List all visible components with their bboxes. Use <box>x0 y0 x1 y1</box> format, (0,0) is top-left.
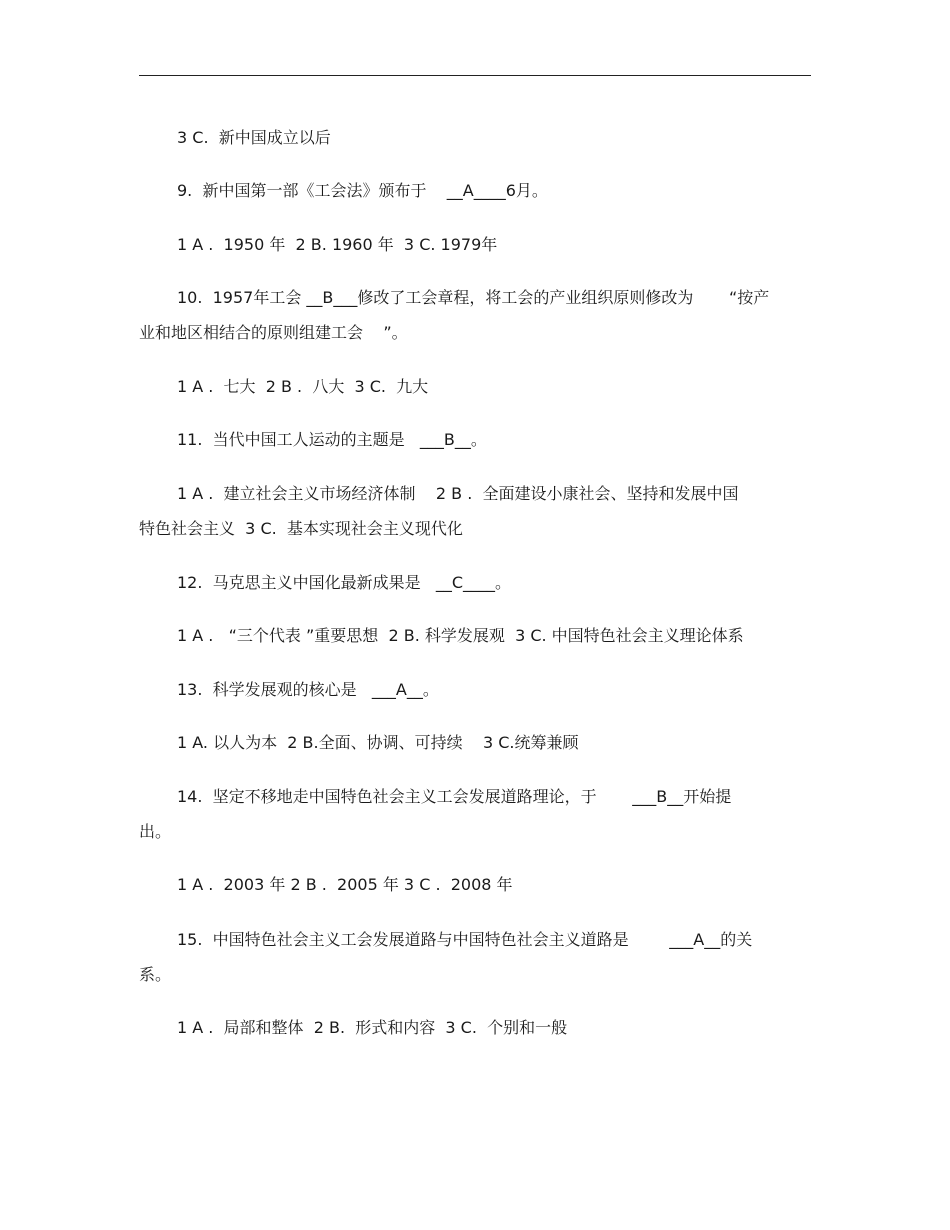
text-line: 14. 坚定不移地走中国特色社会主义工会发展道路理论，于 ___B__开始提 <box>177 787 732 806</box>
text-line: 12. 马克思主义中国化最新成果是 __C____。 <box>177 573 512 592</box>
options-11 <box>139 476 811 546</box>
option-line <box>139 120 811 155</box>
text-line: 1 A . 建立社会主义市场经济体制 2 B . 全面建设小康社会、坚持和发展中国 <box>177 484 739 503</box>
question-9 <box>139 173 811 208</box>
text-line: 11. 当代中国工人运动的主题是 ___B__。 <box>177 430 487 449</box>
question-11 <box>139 422 811 457</box>
options-12 <box>139 618 811 653</box>
text-line: 1 A. 以人为本 2 B.全面、协调、可持续 3 C.统筹兼顾 <box>177 733 579 752</box>
text-line: 1 A . 1950 年 2 B. 1960 年 3 C. 1979年 <box>177 235 498 254</box>
question-14 <box>139 779 811 849</box>
text-line: 系。 <box>139 965 172 984</box>
options-14 <box>139 867 811 902</box>
text-line: 13. 科学发展观的核心是 ___A__。 <box>177 680 439 699</box>
options-9 <box>139 227 811 262</box>
text-line: 10. 1957年工会 __B___修改了工会章程，将工会的产业组织原则修改为 “按产 <box>177 288 770 307</box>
text-line: 9. 新中国第一部《工会法》颁布于 __A____6月。 <box>177 181 548 200</box>
text-line: 1 A . 局部和整体 2 B. 形式和内容 3 C. 个别和一般 <box>177 1018 568 1037</box>
question-10 <box>139 280 811 350</box>
question-15 <box>139 922 811 992</box>
options-13 <box>139 725 811 760</box>
text-line: 15. 中国特色社会主义工会发展道路与中国特色社会主义道路是 ___A__的关 <box>177 930 753 949</box>
options-10 <box>139 369 811 404</box>
text-line: 1 A . 七大 2 B . 八大 3 C. 九大 <box>177 377 429 396</box>
header-rule <box>139 75 811 76</box>
text-line: 出。 <box>139 822 172 841</box>
options-15 <box>139 1010 811 1045</box>
text-line: 特色社会主义 3 C. 基本实现社会主义现代化 <box>139 519 463 538</box>
question-12 <box>139 565 811 600</box>
text-line: 业和地区相结合的原则组建工会 ”。 <box>139 323 408 342</box>
text-line: 3 C. 新中国成立以后 <box>177 128 331 147</box>
text-line: 1 A . “三个代表 ”重要思想 2 B. 科学发展观 3 C. 中国特色社会主义理论体系 <box>177 626 744 645</box>
question-13 <box>139 672 811 707</box>
text-line: 1 A . 2003 年 2 B . 2005 年 3 C . 2008 年 <box>177 875 513 894</box>
